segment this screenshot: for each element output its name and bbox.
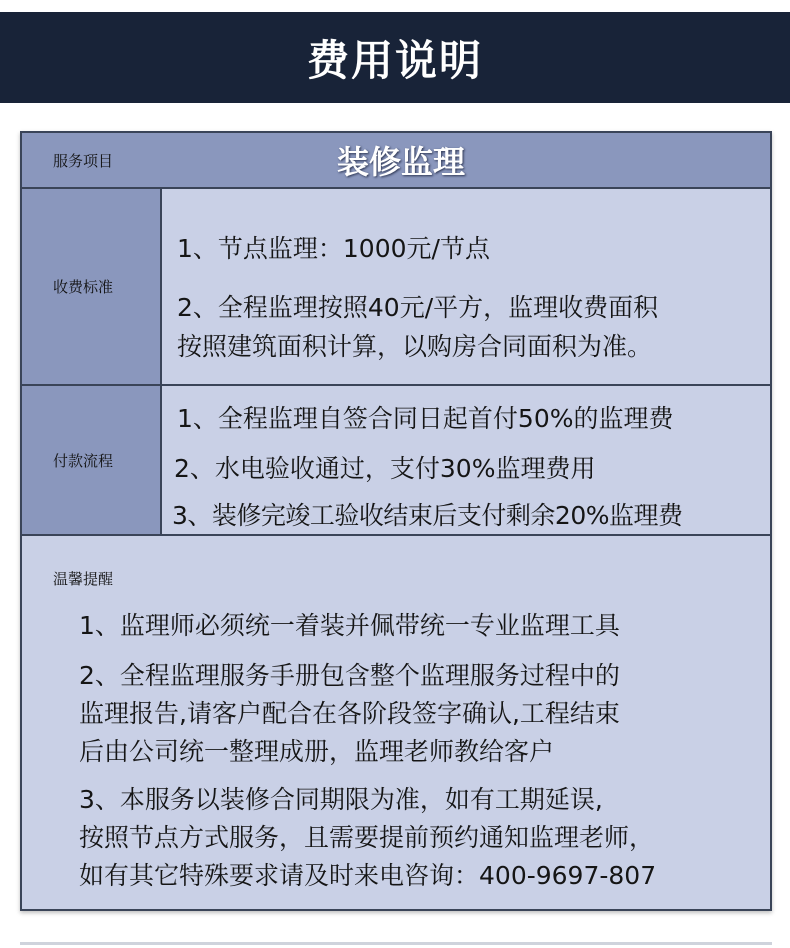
tips-line: 后由公司统一整理成册，监理老师教给客户 bbox=[79, 737, 555, 766]
page-title: 费用说明 bbox=[306, 35, 483, 85]
payment-content bbox=[162, 386, 770, 534]
fee-line: 1、节点监理：1000元/节点 bbox=[177, 234, 490, 263]
fee-line: 2、全程监理按照40元/平方，监理收费面积 bbox=[177, 293, 659, 322]
payment-row bbox=[22, 386, 770, 536]
payment-label: 付款流程 bbox=[22, 386, 162, 534]
tips-line: 监理报告,请客户配合在各阶段签字确认,工程结束 bbox=[79, 699, 620, 728]
bottom-divider bbox=[20, 942, 772, 945]
fee-content bbox=[162, 189, 770, 384]
tips-line: 1、监理师必须统一着装并佩带统一专业监理工具 bbox=[79, 611, 620, 640]
service-value-cell bbox=[162, 133, 770, 187]
fee-line: 按照建筑面积计算，以购房合同面积为准。 bbox=[177, 332, 653, 361]
tips-line: 2、全程监理服务手册包含整个监理服务过程中的 bbox=[79, 661, 620, 690]
tips-row bbox=[22, 536, 770, 909]
tips-label: 温馨提醒 bbox=[53, 570, 114, 588]
page-header bbox=[0, 12, 790, 103]
tips-line: 3、本服务以装修合同期限为准，如有工期延误, bbox=[79, 785, 603, 814]
service-row bbox=[22, 133, 770, 189]
fee-table bbox=[20, 131, 772, 911]
fee-label: 收费标准 bbox=[22, 189, 162, 384]
tips-line: 如有其它特殊要求请及时来电咨询：400-9697-807 bbox=[79, 861, 657, 890]
payment-line: 2、水电验收通过，支付30%监理费用 bbox=[174, 454, 596, 483]
service-value: 装修监理 bbox=[336, 143, 465, 181]
fee-row bbox=[22, 189, 770, 386]
payment-line: 1、全程监理自签合同日起首付50%的监理费 bbox=[177, 404, 674, 433]
service-label: 服务项目 bbox=[22, 133, 162, 187]
payment-line: 3、装修完竣工验收结束后支付剩余20%监理费 bbox=[172, 501, 683, 530]
tips-line: 按照节点方式服务，且需要提前预约通知监理老师， bbox=[79, 823, 655, 852]
